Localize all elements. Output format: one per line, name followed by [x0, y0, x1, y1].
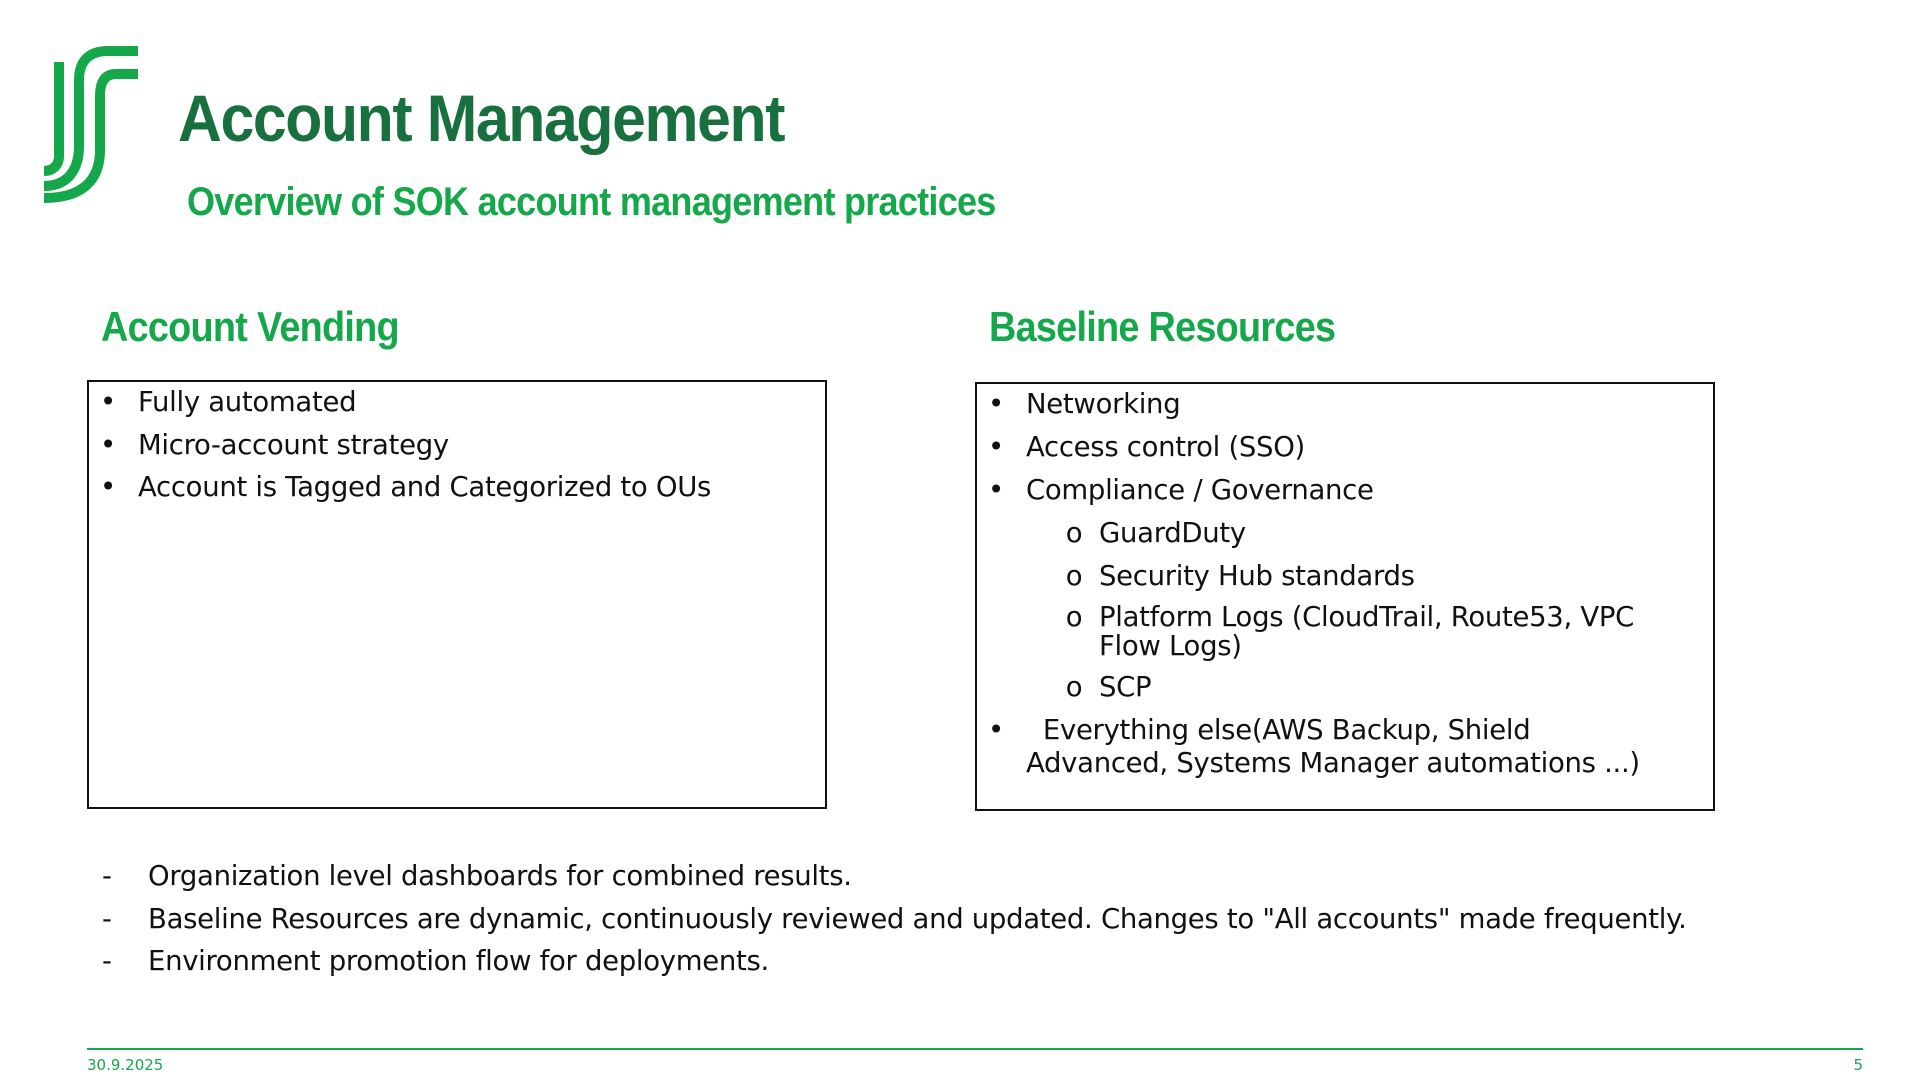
footer-date: 30.9.2025 [87, 1056, 164, 1074]
note-item [102, 945, 1687, 978]
list-item-text: Security Hub standards [1099, 560, 1415, 592]
list-item-text: Account is Tagged and Categorized to OUs [138, 471, 712, 503]
bullet-marker: • [100, 428, 116, 461]
list-item [100, 386, 711, 419]
sub-list-item [1026, 560, 1676, 593]
list-item-text: Compliance / Governance [1026, 474, 1374, 506]
baseline-resources-heading: Baseline Resources [989, 303, 1336, 350]
list-item [988, 388, 1676, 421]
account-vending-heading: Account Vending [101, 303, 399, 350]
list-item-text: Networking [1026, 388, 1181, 420]
list-item-text: GuardDuty [1099, 517, 1246, 549]
page-subtitle: Overview of SOK account management practices [187, 180, 996, 224]
bullet-marker: • [988, 474, 1004, 506]
dash-marker: - [102, 902, 112, 935]
list-item [988, 431, 1676, 464]
dash-marker: - [102, 860, 112, 892]
list-item [100, 471, 712, 504]
list-item [988, 714, 1676, 780]
sub-bullet-marker: o [1065, 560, 1083, 592]
account-vending-list [100, 386, 712, 514]
sub-list-item [1026, 517, 1676, 550]
baseline-resources-box [975, 382, 1715, 811]
sub-list-item [1026, 603, 1674, 661]
list-item-text: Everything else(AWS Backup, Shield Advanced, Systems Manager automations ...) [1026, 714, 1640, 779]
sub-bullet-marker: o [1065, 601, 1083, 633]
footer-divider [87, 1048, 1863, 1050]
list-item-text: Micro-account strategy [138, 428, 449, 461]
note-item [102, 902, 1687, 936]
bullet-marker: • [988, 431, 1004, 463]
bullet-marker: • [100, 471, 116, 503]
note-item [102, 860, 1687, 893]
list-item-text: Fully automated [138, 386, 357, 418]
sub-list-item [1026, 671, 1676, 704]
account-vending-box [87, 380, 827, 809]
list-item-text: Access control (SSO) [1026, 431, 1305, 463]
list-item-text: Platform Logs (CloudTrail, Route53, VPC Flow Logs) [1099, 601, 1635, 662]
baseline-resources-list [988, 388, 1676, 790]
bullet-marker: • [988, 714, 1004, 746]
sub-bullet-marker: o [1065, 517, 1083, 549]
bullet-marker: • [100, 386, 116, 418]
notes-list [102, 860, 1687, 988]
list-item [100, 428, 711, 462]
page-title: Account Management [178, 81, 785, 155]
page-number: 5 [1853, 1056, 1863, 1074]
bullet-marker: • [988, 388, 1004, 420]
list-item-text: SCP [1099, 671, 1152, 703]
note-text: Environment promotion flow for deployments. [148, 945, 769, 977]
sub-bullet-marker: o [1065, 671, 1083, 703]
s-group-logo [38, 38, 146, 206]
dash-marker: - [102, 945, 112, 977]
note-text: Baseline Resources are dynamic, continuously reviewed and updated. Changes to "All accounts" made frequently. [148, 902, 1687, 935]
note-text: Organization level dashboards for combined results. [148, 860, 852, 892]
logo-left-stroke [44, 62, 59, 171]
list-item [988, 474, 1676, 507]
